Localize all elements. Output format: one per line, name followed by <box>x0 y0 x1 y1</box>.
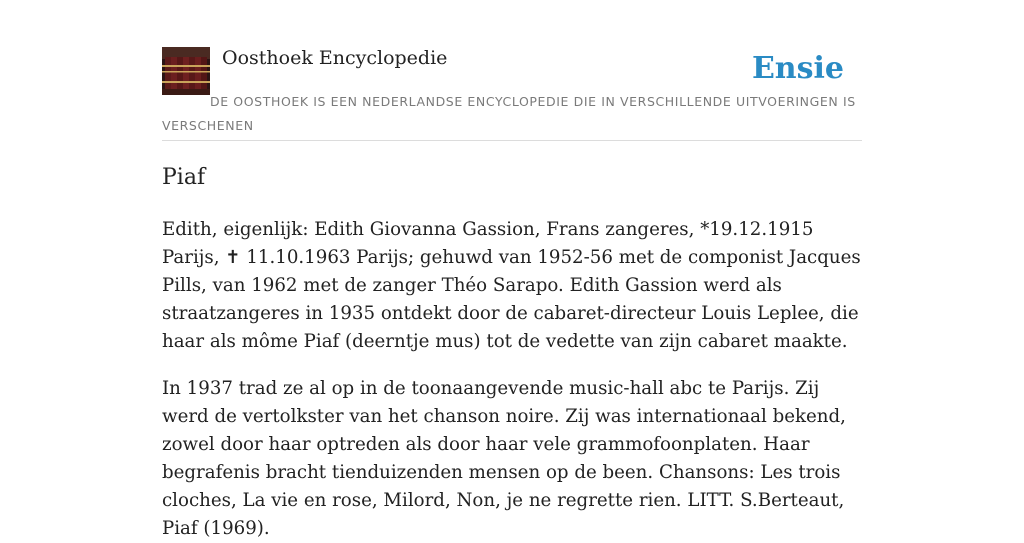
site-title[interactable]: Oosthoek Encyclopedie <box>222 47 448 69</box>
encyclopedia-books-icon[interactable] <box>162 47 210 95</box>
brand-logo[interactable]: Ensie <box>751 51 844 86</box>
article-title: Piaf <box>162 165 206 190</box>
site-tagline: DE OOSTHOEK IS EEN NEDERLANDSE ENCYCLOPEDIE DIE IN VERSCHILLENDE UITVOERINGEN IS VERSCHENEN <box>162 94 856 133</box>
article-paragraph: In 1937 trad ze al op in de toonaangevende music-hall abc te Parijs. Zij werd de vertolkster van het chanson noire. Zij was internationaal bekend, zowel door haar optreden als door haar vele grammofoonplaten. Haar begrafenis bracht tienduizenden mensen op de been. Chansons: Les trois cloches, La vie en rose, Milord, Non, je ne regrette rien. LITT. S.Berteaut, Piaf (1969). <box>162 378 846 539</box>
site-header <box>162 46 862 141</box>
article-paragraph: Edith, eigenlijk: Edith Giovanna Gassion, Frans zangeres, *19.12.1915 Parijs, ✝ 11.10.1963 Parijs; gehuwd van 1952-56 met de componist Jacques Pills, van 1962 met de zanger Théo Sarapo. Edith Gassion werd als straatzangeres in 1935 ontdekt door de cabaret-directeur Louis Leplee, die haar als môme Piaf (deerntje mus) tot de vedette van zijn cabaret maakte. <box>162 219 861 352</box>
